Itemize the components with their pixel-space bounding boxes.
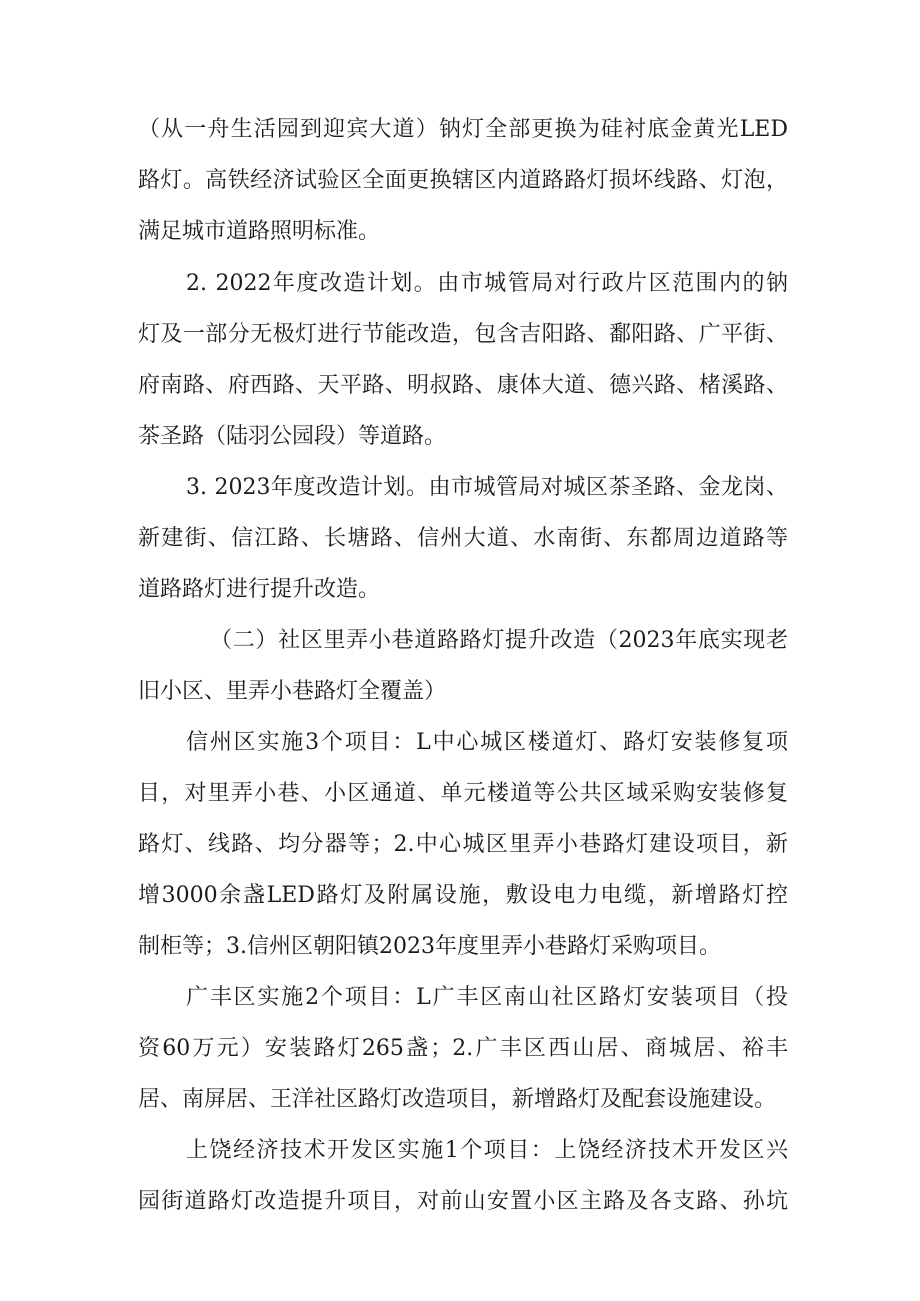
text-line: 信州区实施3个项目：L中心城区楼道灯、路灯安装修复项: [186, 730, 788, 755]
text-line: 新建街、信江路、长塘路、信州大道、水南街、东都周边道路等: [138, 526, 788, 551]
text-line: 路灯。高铁经济试验区全面更换辖区内道路路灯损坏线路、灯泡，: [138, 168, 788, 193]
text-line: 府南路、府西路、天平路、明叔路、康体大道、德兴路、楮溪路、: [138, 373, 788, 398]
text-line: 路灯、线路、均分器等；2.中心城区里弄小巷路灯建设项目，新: [138, 832, 788, 857]
text-line: 广丰区实施2个项目：L广丰区南山社区路灯安装项目（投: [186, 985, 788, 1010]
text-line: 增3000余盏LED路灯及附属设施，敷设电力电缆，新增路灯控: [138, 883, 788, 908]
section-heading-line: 旧小区、里弄小巷路灯全覆盖）: [138, 679, 447, 704]
text-line: 灯及一部分无极灯进行节能改造，包含吉阳路、鄱阳路、广平街、: [138, 322, 788, 347]
text-line: 资60万元）安装路灯265盏；2.广丰区西山居、商城居、裕丰: [138, 1036, 788, 1061]
text-line: 道路路灯进行提升改造。: [138, 577, 381, 602]
text-line: 制柜等；3.信州区朝阳镇2023年度里弄小巷路灯采购项目。: [138, 934, 721, 959]
text-line: 2. 2022年度改造计划。由市城管局对行政片区范围内的钠: [186, 271, 788, 296]
text-line: 上饶经济技术开发区实施1个项目：上饶经济技术开发区兴: [186, 1138, 788, 1163]
text-line: （从一舟生活园到迎宾大道）钠灯全部更换为硅衬底金黄光LED: [138, 117, 788, 142]
section-heading-line: （二）社区里弄小巷道路路灯提升改造（2023年底实现老: [210, 628, 788, 653]
text-line: 茶圣路（陆羽公园段）等道路。: [138, 424, 447, 449]
text-line: 满足城市道路照明标准。: [138, 219, 381, 244]
text-line: 3. 2023年度改造计划。由市城管局对城区茶圣路、金龙岗、: [186, 475, 788, 500]
text-line: 居、南屏居、王洋社区路灯改造项目，新增路灯及配套设施建设。: [138, 1087, 777, 1112]
text-line: 目，对里弄小巷、小区通道、单元楼道等公共区域采购安装修复: [138, 781, 788, 806]
text-line: 园街道路灯改造提升项目，对前山安置小区主路及各支路、孙坑: [138, 1189, 788, 1214]
